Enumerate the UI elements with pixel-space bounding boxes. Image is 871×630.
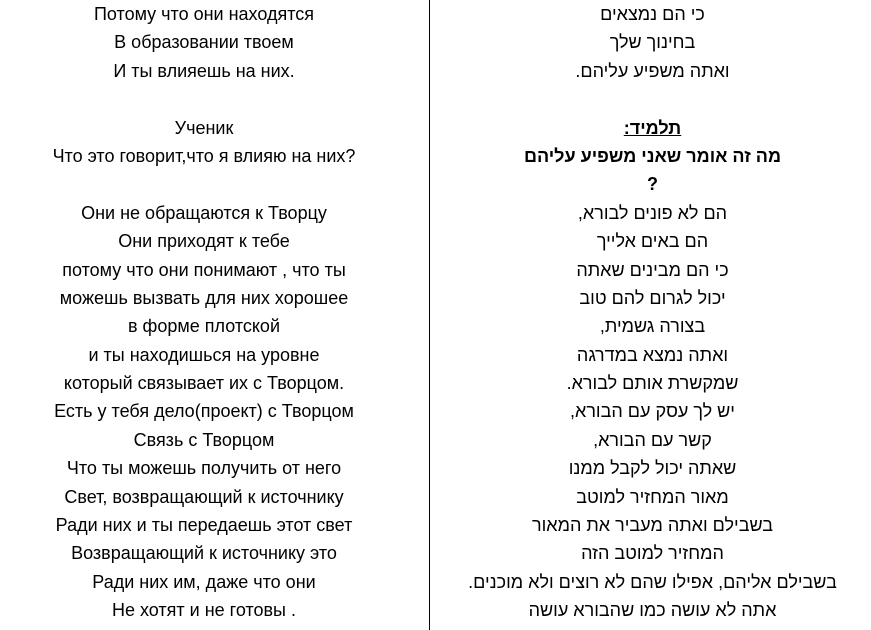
- ru-line-12: в форме плотской: [127, 316, 281, 337]
- he-blank-line: [436, 85, 869, 113]
- he-line-16: קשר עם הבורא,: [593, 429, 712, 450]
- he-line-15: יש לך עסק עם הבורא,: [570, 401, 735, 422]
- ru-student-heading: Ученик: [174, 117, 234, 138]
- ru-line-9: Они приходят к тебе: [118, 231, 290, 252]
- he-student-heading-text: תלמיד:: [623, 117, 682, 138]
- he-line-18: מאור המחזיר למוטב: [576, 486, 729, 507]
- he-line-8: הם לא פונים לבורא,: [577, 202, 728, 223]
- he-line-11: יכול לגרום להם טוב: [579, 287, 726, 308]
- russian-column: [18, 0, 390, 630]
- ru-line-13: и ты находишься на уровне: [88, 344, 320, 365]
- he-line-22: אתה לא עושה כמו שהבורא עושה: [528, 600, 777, 621]
- ru-line-22: Не хотят и не готовы .: [111, 600, 296, 621]
- ru-line-8: Они не обращаются к Творцу: [81, 202, 327, 223]
- ru-line-16: Связь с Творцом: [133, 429, 275, 450]
- he-line-10: כי הם מבינים שאתה: [576, 259, 729, 280]
- he-question: מה זה אומר שאני משפיע עליהם: [523, 145, 782, 166]
- he-line-21: בשבילם אליהם, אפילו שהם לא רוצים ולא מוכנים.: [468, 571, 837, 592]
- ru-blank-line: [18, 85, 390, 113]
- ru-line-2: В образовании твоем: [114, 32, 294, 53]
- ru-line-18: Свет, возвращающий к источнику: [64, 486, 344, 507]
- ru-blank-line: [18, 170, 390, 198]
- ru-line-10: потому что они понимают , что ты: [62, 259, 346, 280]
- he-line-17: שאתה יכול לקבל ממנו: [568, 458, 737, 479]
- ru-line-1: Потому что они находятся: [93, 4, 315, 24]
- hebrew-column: [436, 0, 869, 630]
- he-line-19: בשבילם ואתה מעביר את המאור: [531, 515, 774, 536]
- ru-line-3: И ты влияешь на них.: [113, 60, 295, 81]
- ru-line-14: который связывает их с Творцом.: [63, 373, 345, 394]
- he-line-12: בצורה גשמית,: [599, 316, 706, 337]
- he-line-13: ואתה נמצא במדרגה: [576, 344, 729, 365]
- ru-line-15: Есть у тебя дело(проект) с Творцом: [54, 401, 354, 422]
- he-line-14: שמקשרת אותם לבורא.: [566, 373, 739, 394]
- ru-line-21: Ради них им, даже что они: [92, 571, 316, 592]
- ru-line-17: Что ты можешь получить от него: [66, 458, 342, 479]
- ru-line-19: Ради них и ты передаешь этот свет: [55, 515, 353, 536]
- ru-question: Что это говорит,что я влияю на них?: [52, 145, 356, 166]
- he-line-1: כי הם נמצאים: [600, 4, 705, 24]
- he-line-9: הם באים אלייך: [596, 231, 709, 252]
- he-line-2: בחינוך שלך: [609, 32, 696, 53]
- he-line-20: המחזיר למוטב הזה: [581, 543, 724, 564]
- column-divider: [429, 0, 430, 630]
- he-question-mark: ?: [647, 174, 658, 195]
- he-line-3: ואתה משפיע עליהם.: [575, 60, 730, 81]
- ru-line-11: можешь вызвать для них хорошее: [59, 287, 349, 308]
- he-student-heading: [436, 114, 869, 142]
- ru-line-20: Возвращающий к источнику это: [71, 543, 337, 564]
